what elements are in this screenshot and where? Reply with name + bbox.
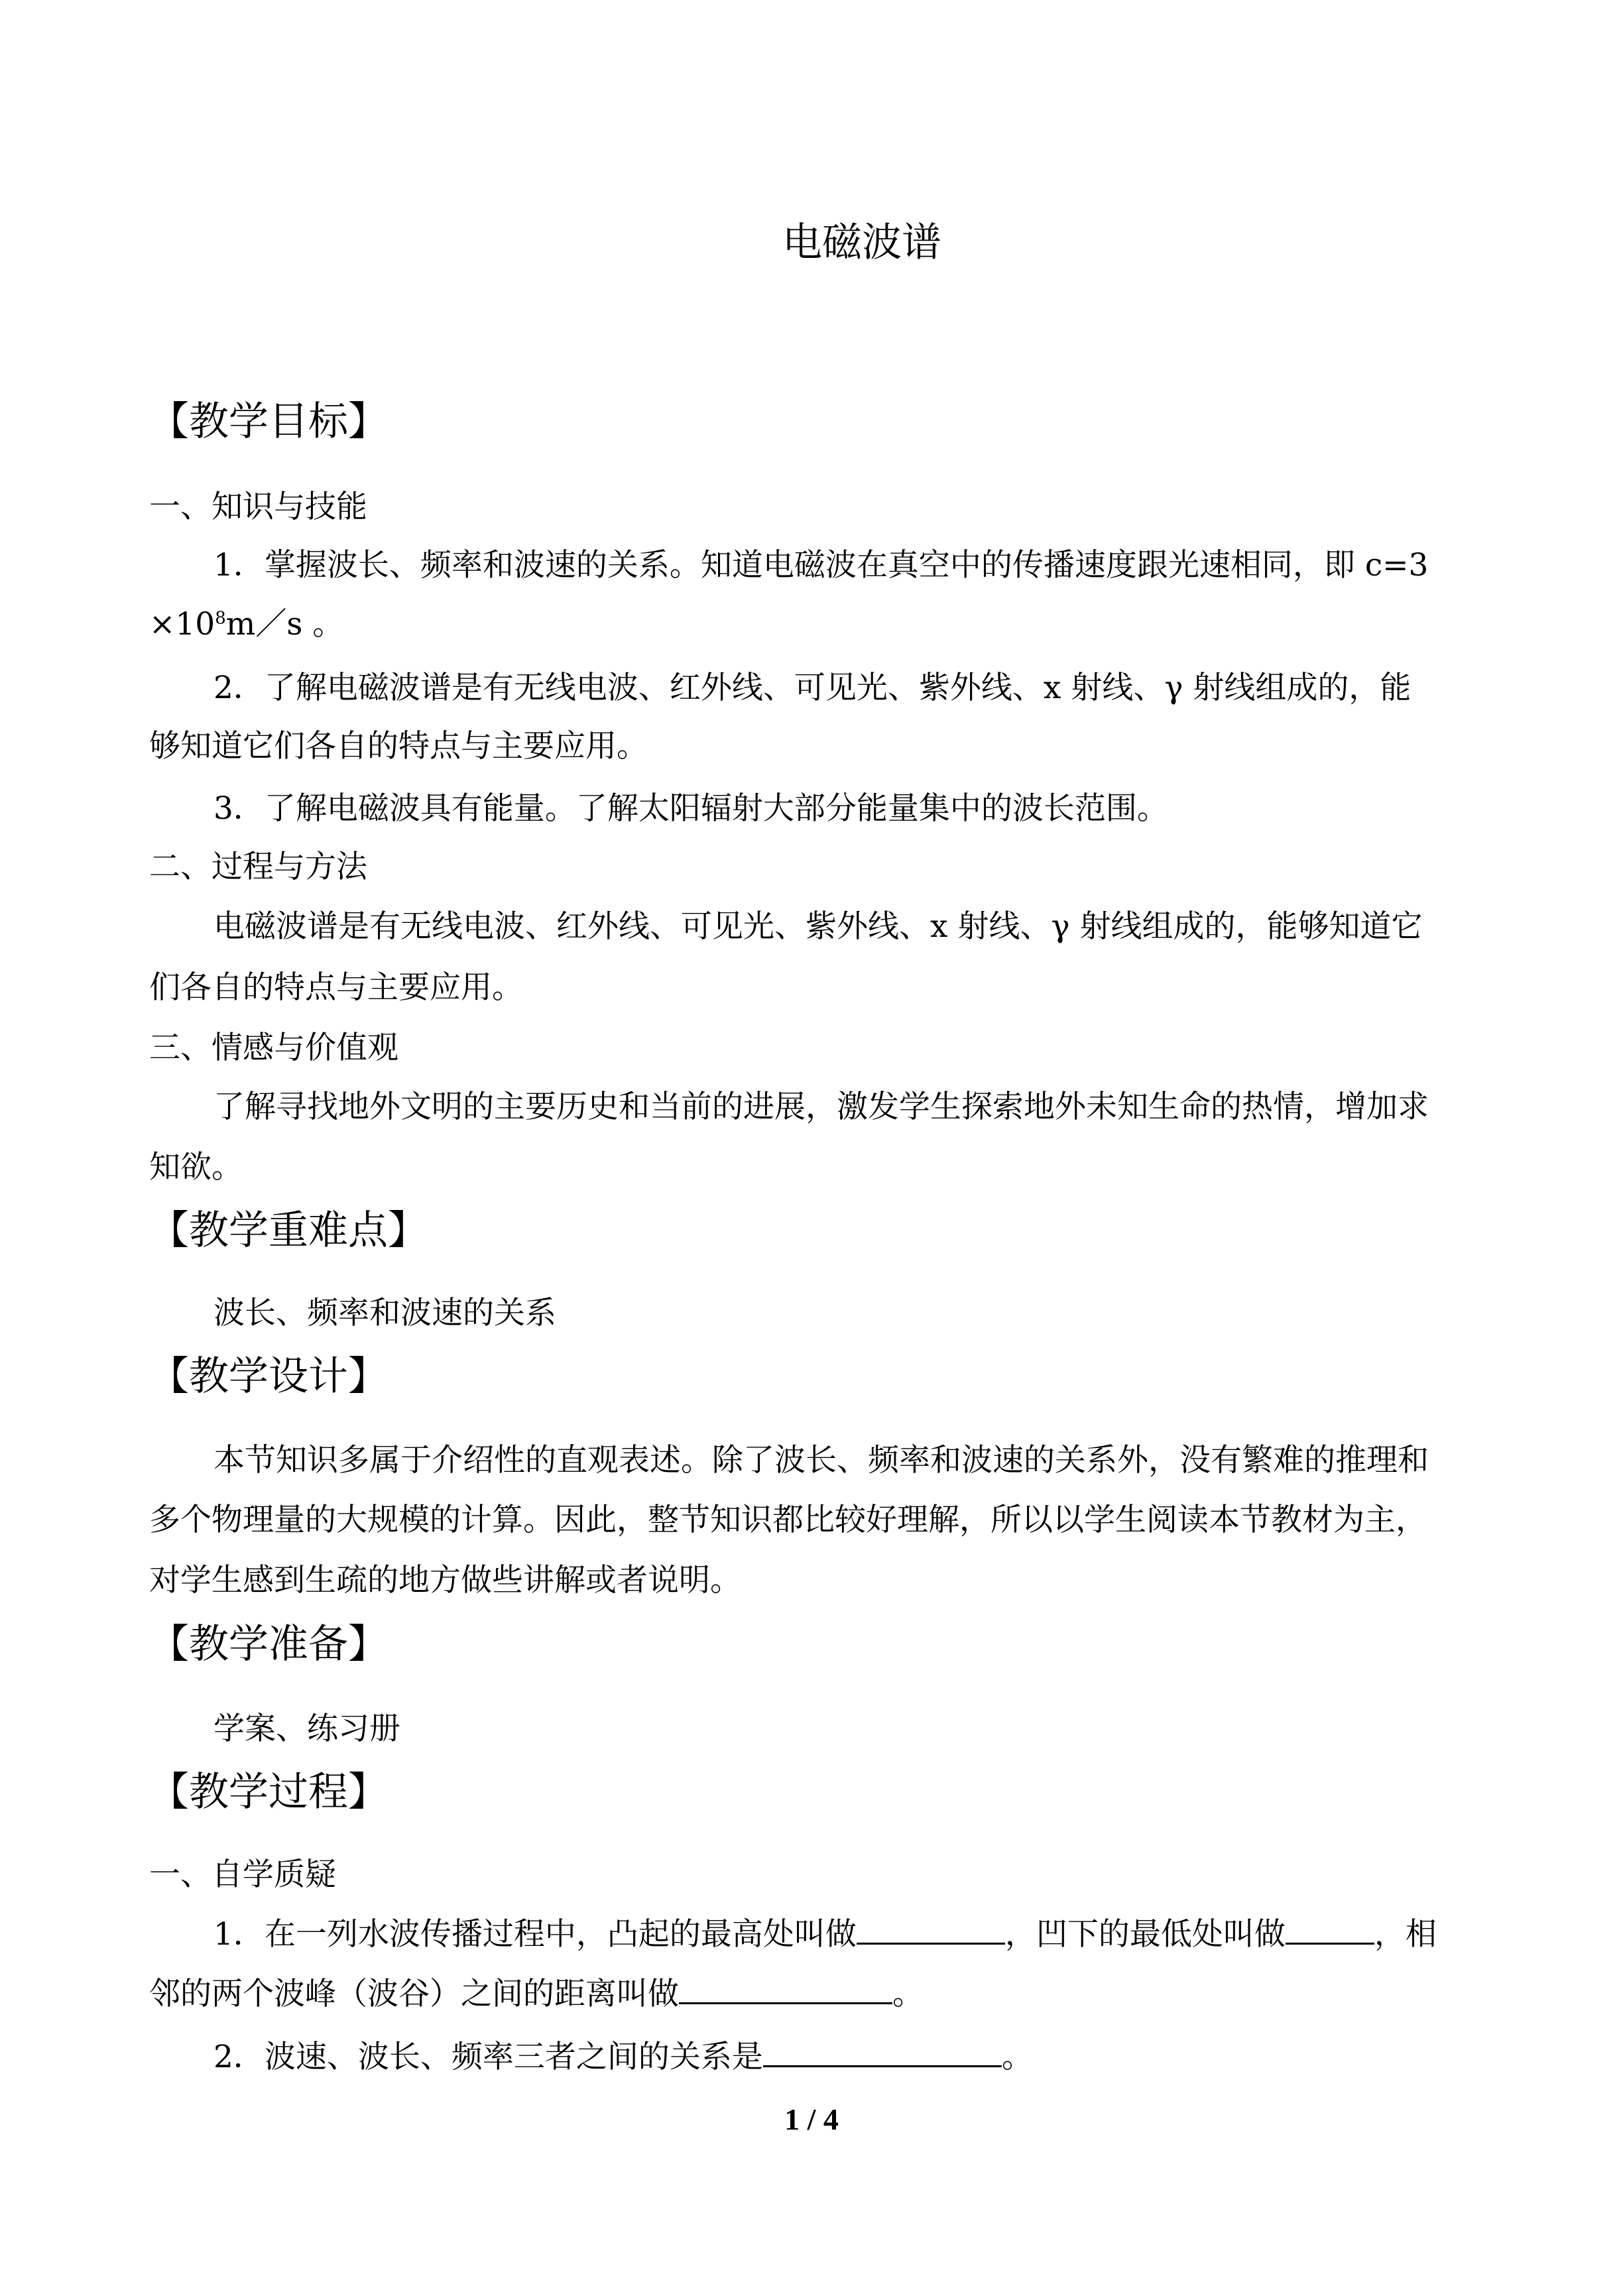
q1-text-d: 邻的两个波峰（波谷）之间的距离叫做 — [149, 1976, 679, 2012]
values-line1: 了解寻找地外文明的主要历史和当前的进展，激发学生探索地外未知生命的热情，增加求 — [213, 1089, 1429, 1125]
prep-text: 学案、练习册 — [213, 1711, 400, 1747]
q1-text-c: ，相 — [1374, 1916, 1437, 1953]
answer-blank-relation[interactable] — [763, 2036, 1002, 2067]
goal-k1-line1: 1．掌握波长、频率和波速的关系。知道电磁波在真空中的传播速度跟光速相同，即 c=3 — [213, 547, 1429, 583]
question-2 — [213, 2032, 1033, 2077]
q1-text-a: 1．在一列水波传播过程中，凸起的最高处叫做 — [213, 1916, 857, 1953]
q2-text-a: 2．波速、波长、频率三者之间的关系是 — [213, 2039, 763, 2075]
design-line3: 对学生感到生疏的地方做些讲解或者说明。 — [149, 1562, 741, 1599]
section-heading-goals: 【教学目标】 — [149, 398, 388, 445]
design-line2: 多个物理量的大规模的计算。因此，整节知识都比较好理解，所以以学生阅读本节教材为主， — [149, 1502, 1427, 1538]
answer-blank-wavelength[interactable] — [679, 1973, 892, 2004]
page-number: 1 / 4 — [784, 2102, 839, 2136]
goal-k2-line2: 够知道它们各自的特点与主要应用。 — [149, 728, 648, 764]
goal-k1-exponent: 8 — [215, 608, 226, 629]
goal-k1-prefix: ×10 — [149, 606, 215, 642]
subheading-knowledge: 一、知识与技能 — [149, 489, 367, 525]
question-1-line1 — [213, 1909, 1437, 1954]
method-line2: 们各自的特点与主要应用。 — [149, 969, 523, 1006]
q1-text-b: ，凹下的最低处叫做 — [1004, 1916, 1286, 1953]
answer-blank-trough[interactable] — [1286, 1913, 1374, 1945]
key-points-text: 波长、频率和波速的关系 — [213, 1295, 556, 1331]
method-line1: 电磁波谱是有无线电波、红外线、可见光、紫外线、x 射线、γ 射线组成的，能够知道它 — [213, 908, 1423, 945]
section-heading-prep: 【教学准备】 — [149, 1621, 388, 1667]
values-line2: 知欲。 — [149, 1149, 243, 1185]
question-1-line2 — [149, 1969, 924, 2014]
goal-k1-line2 — [149, 599, 343, 644]
goal-k1-unit: m／s 。 — [225, 606, 344, 642]
subheading-self-study: 一、自学质疑 — [149, 1856, 336, 1893]
section-heading-process: 【教学过程】 — [149, 1769, 388, 1815]
design-line1: 本节知识多属于介绍性的直观表述。除了波长、频率和波速的关系外，没有繁难的推理和 — [213, 1442, 1429, 1479]
q1-text-e: 。 — [892, 1976, 924, 2012]
section-heading-key-points: 【教学重难点】 — [149, 1207, 428, 1254]
section-heading-design: 【教学设计】 — [149, 1353, 388, 1400]
goal-k2-line1: 2．了解电磁波谱是有无线电波、红外线、可见光、紫外线、x 射线、γ 射线组成的，能 — [213, 670, 1412, 706]
subheading-values: 三、情感与价值观 — [149, 1030, 398, 1066]
page-title: 电磁波谱 — [782, 219, 941, 266]
answer-blank-crest[interactable] — [857, 1913, 1005, 1945]
q2-text-b: 。 — [1001, 2039, 1033, 2075]
subheading-method: 二、过程与方法 — [149, 849, 367, 885]
goal-k3: 3．了解电磁波具有能量。了解太阳辐射大部分能量集中的波长范围。 — [213, 790, 1168, 827]
